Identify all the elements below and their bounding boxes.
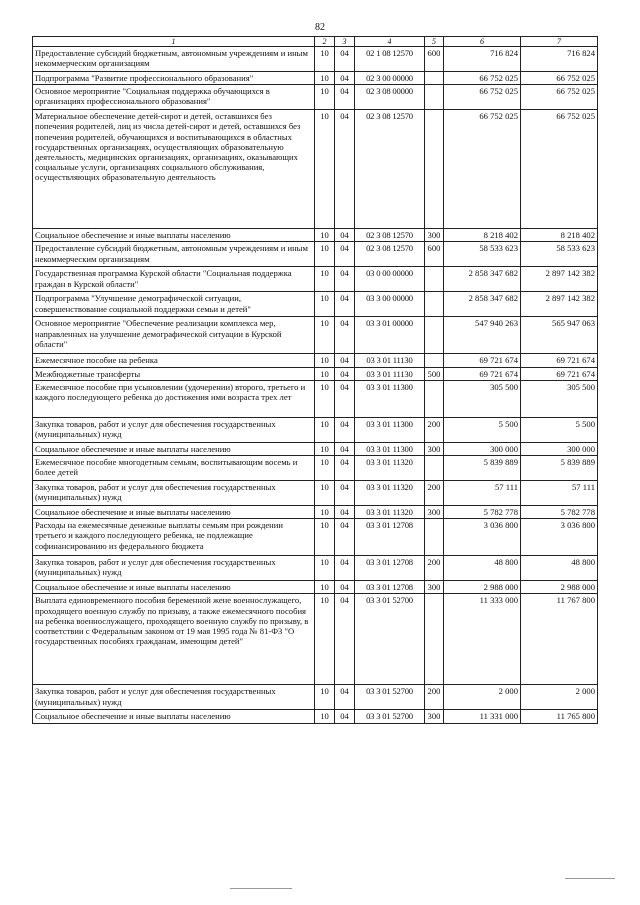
- row-amount-2-cell: 2 988 000: [521, 581, 598, 594]
- row-section-cell: 10: [315, 47, 335, 72]
- row-amount-2-cell: 2 000: [521, 685, 598, 710]
- row-amount-2-cell: 565 947 063: [521, 317, 598, 354]
- table-row: [33, 481, 598, 506]
- row-section-cell: 10: [315, 417, 335, 442]
- row-subsection-cell: 04: [335, 456, 355, 481]
- row-target-article-cell: 03 3 01 11130: [355, 367, 425, 380]
- row-section-cell: 10: [315, 354, 335, 367]
- row-amount-2-cell: 66 752 025: [521, 110, 598, 229]
- row-target-article-cell: 03 3 01 11300: [355, 380, 425, 417]
- row-target-article-cell: 03 3 01 11320: [355, 481, 425, 506]
- table-row: [33, 710, 598, 723]
- table-row: [33, 556, 598, 581]
- table-row: [33, 594, 598, 685]
- row-amount-1-cell: 11 333 000: [444, 594, 521, 685]
- row-target-article-cell: 03 3 01 12708: [355, 519, 425, 556]
- row-target-article-cell: 03 0 00 00000: [355, 267, 425, 292]
- row-amount-1-cell: 48 800: [444, 556, 521, 581]
- row-amount-2-cell: 5 782 778: [521, 506, 598, 519]
- row-subsection-cell: 04: [335, 317, 355, 354]
- row-amount-2-cell: 300 000: [521, 442, 598, 455]
- row-expense-type-cell: 300: [425, 506, 444, 519]
- row-expense-type-cell: [425, 85, 444, 110]
- row-subsection-cell: 04: [335, 367, 355, 380]
- row-target-article-cell: 03 3 01 12708: [355, 556, 425, 581]
- table-row: [33, 519, 598, 556]
- row-section-cell: 10: [315, 506, 335, 519]
- row-amount-2-cell: 2 897 142 382: [521, 292, 598, 317]
- row-section-cell: 10: [315, 594, 335, 685]
- row-amount-1-cell: 5 782 778: [444, 506, 521, 519]
- row-expense-type-cell: [425, 380, 444, 417]
- row-target-article-cell: 02 3 08 00000: [355, 85, 425, 110]
- row-amount-2-cell: 11 767 800: [521, 594, 598, 685]
- row-amount-2-cell: 305 500: [521, 380, 598, 417]
- row-name-cell: Закупка товаров, работ и услуг для обеспечения государственных (муниципальных) нужд: [33, 481, 315, 506]
- row-amount-2-cell: 48 800: [521, 556, 598, 581]
- row-expense-type-cell: [425, 267, 444, 292]
- row-target-article-cell: 03 3 01 11320: [355, 506, 425, 519]
- row-amount-2-cell: 11 765 800: [521, 710, 598, 723]
- row-amount-1-cell: 69 721 674: [444, 354, 521, 367]
- table-row: [33, 292, 598, 317]
- col-header-target-article: 4: [355, 37, 425, 47]
- table-row: [33, 442, 598, 455]
- row-amount-2-cell: 5 500: [521, 417, 598, 442]
- row-subsection-cell: 04: [335, 110, 355, 229]
- row-name-cell: Социальное обеспечение и иные выплаты населению: [33, 506, 315, 519]
- row-expense-type-cell: [425, 317, 444, 354]
- row-subsection-cell: 04: [335, 292, 355, 317]
- row-target-article-cell: 02 1 08 12570: [355, 47, 425, 72]
- row-target-article-cell: 03 3 00 00000: [355, 292, 425, 317]
- row-expense-type-cell: 600: [425, 47, 444, 72]
- row-target-article-cell: 03 3 01 52700: [355, 710, 425, 723]
- col-header-amount-1: 6: [444, 37, 521, 47]
- row-amount-1-cell: 2 000: [444, 685, 521, 710]
- row-expense-type-cell: [425, 354, 444, 367]
- row-amount-1-cell: 5 500: [444, 417, 521, 442]
- row-name-cell: Основное мероприятие "Обеспечение реализации комплекса мер, направленных на улучшение демографической ситуации в Курской области": [33, 317, 315, 354]
- row-section-cell: 10: [315, 110, 335, 229]
- row-target-article-cell: 02 3 08 12570: [355, 229, 425, 242]
- row-target-article-cell: 02 3 08 12570: [355, 110, 425, 229]
- col-header-amount-2: 7: [521, 37, 598, 47]
- row-name-cell: Основное мероприятие "Социальная поддержка обучающихся в организациях профессионального образования": [33, 85, 315, 110]
- col-header-subsection: 3: [335, 37, 355, 47]
- table-row: [33, 581, 598, 594]
- row-expense-type-cell: 500: [425, 367, 444, 380]
- table-row: [33, 242, 598, 267]
- row-subsection-cell: 04: [335, 594, 355, 685]
- col-header-section: 2: [315, 37, 335, 47]
- row-amount-1-cell: 300 000: [444, 442, 521, 455]
- row-target-article-cell: 02 3 00 00000: [355, 72, 425, 85]
- row-amount-1-cell: 5 839 889: [444, 456, 521, 481]
- row-subsection-cell: 04: [335, 506, 355, 519]
- row-amount-2-cell: 58 533 623: [521, 242, 598, 267]
- row-expense-type-cell: [425, 110, 444, 229]
- footer-rule: [565, 878, 615, 879]
- row-amount-2-cell: 5 839 889: [521, 456, 598, 481]
- row-subsection-cell: 04: [335, 442, 355, 455]
- row-name-cell: Социальное обеспечение и иные выплаты населению: [33, 710, 315, 723]
- row-target-article-cell: 03 3 01 52700: [355, 685, 425, 710]
- row-section-cell: 10: [315, 242, 335, 267]
- row-target-article-cell: 02 3 08 12570: [355, 242, 425, 267]
- row-name-cell: Социальное обеспечение и иные выплаты населению: [33, 229, 315, 242]
- row-amount-1-cell: 716 824: [444, 47, 521, 72]
- row-subsection-cell: 04: [335, 556, 355, 581]
- row-name-cell: Межбюджетные трансферты: [33, 367, 315, 380]
- row-expense-type-cell: 200: [425, 481, 444, 506]
- row-subsection-cell: 04: [335, 354, 355, 367]
- row-name-cell: Предоставление субсидий бюджетным, автономным учреждениям и иным некоммерческим организациям: [33, 242, 315, 267]
- col-header-expense-type: 5: [425, 37, 444, 47]
- row-amount-1-cell: 2 858 347 682: [444, 267, 521, 292]
- row-expense-type-cell: 300: [425, 229, 444, 242]
- footer-rule: [230, 888, 292, 889]
- budget-table: [32, 36, 598, 724]
- row-amount-2-cell: 66 752 025: [521, 72, 598, 85]
- row-name-cell: Ежемесячное пособие на ребенка: [33, 354, 315, 367]
- table-row: [33, 367, 598, 380]
- row-target-article-cell: 03 3 01 11320: [355, 456, 425, 481]
- row-expense-type-cell: [425, 292, 444, 317]
- row-amount-2-cell: 69 721 674: [521, 367, 598, 380]
- row-amount-1-cell: 305 500: [444, 380, 521, 417]
- table-row: [33, 110, 598, 229]
- row-target-article-cell: 03 3 01 11300: [355, 417, 425, 442]
- table-row: [33, 229, 598, 242]
- row-amount-1-cell: 2 858 347 682: [444, 292, 521, 317]
- row-expense-type-cell: 300: [425, 581, 444, 594]
- row-name-cell: Расходы на ежемесячные денежные выплаты семьям при рождении третьего и каждого последующего ребенка, не подлежащие софинансированию из федерального бюджета: [33, 519, 315, 556]
- row-amount-2-cell: 69 721 674: [521, 354, 598, 367]
- table-row: [33, 85, 598, 110]
- row-amount-2-cell: 2 897 142 382: [521, 267, 598, 292]
- row-target-article-cell: 03 3 01 00000: [355, 317, 425, 354]
- row-amount-2-cell: 8 218 402: [521, 229, 598, 242]
- row-expense-type-cell: [425, 456, 444, 481]
- table-row: [33, 267, 598, 292]
- page-number: 82: [315, 22, 325, 33]
- row-section-cell: 10: [315, 710, 335, 723]
- row-name-cell: Выплата единовременного пособия беременной жене военнослужащего, проходящего военную службу по призыву, а также ежемесячного пособия на ребенка военнослужащего, проходящего военную службу по призыву, в соответствии с Федеральным законом от 19 мая 1995 года № 81-ФЗ "О государственных пособиях гражданам, имеющим детей": [33, 594, 315, 685]
- row-name-cell: Ежемесячное пособие многодетным семьям, воспитывающим восемь и более детей: [33, 456, 315, 481]
- table-row: [33, 47, 598, 72]
- row-expense-type-cell: 200: [425, 685, 444, 710]
- table-row: [33, 380, 598, 417]
- row-expense-type-cell: [425, 519, 444, 556]
- row-section-cell: 10: [315, 229, 335, 242]
- row-amount-2-cell: 57 111: [521, 481, 598, 506]
- row-expense-type-cell: 300: [425, 442, 444, 455]
- row-amount-1-cell: 69 721 674: [444, 367, 521, 380]
- table-row: [33, 685, 598, 710]
- row-name-cell: Социальное обеспечение и иные выплаты населению: [33, 442, 315, 455]
- row-amount-1-cell: 11 331 000: [444, 710, 521, 723]
- table-row: [33, 354, 598, 367]
- row-section-cell: 10: [315, 380, 335, 417]
- row-name-cell: Материальное обеспечение детей-сирот и детей, оставшихся без попечения родителей, лиц из числа детей-сирот и детей, оставшихся без попечения родителей, обучающихся и воспитывающихся в областных государственных организациях, осуществляющих образовательную деятельность, медицинских организациях, организациях, оказывающих социальные услуги, организациях социального обслуживания, осуществляющих образовательную деятельность: [33, 110, 315, 229]
- row-name-cell: Подпрограмма "Развитие профессионального образования": [33, 72, 315, 85]
- row-amount-1-cell: 66 752 025: [444, 85, 521, 110]
- row-name-cell: Государственная программа Курской области "Социальная поддержка граждан в Курской области": [33, 267, 315, 292]
- row-target-article-cell: 03 3 01 52700: [355, 594, 425, 685]
- row-name-cell: Социальное обеспечение и иные выплаты населению: [33, 581, 315, 594]
- row-name-cell: Закупка товаров, работ и услуг для обеспечения государственных (муниципальных) нужд: [33, 417, 315, 442]
- row-section-cell: 10: [315, 367, 335, 380]
- row-expense-type-cell: 300: [425, 710, 444, 723]
- row-expense-type-cell: [425, 594, 444, 685]
- col-header-name: 1: [33, 37, 315, 47]
- row-expense-type-cell: 600: [425, 242, 444, 267]
- row-name-cell: Закупка товаров, работ и услуг для обеспечения государственных (муниципальных) нужд: [33, 556, 315, 581]
- row-section-cell: 10: [315, 85, 335, 110]
- row-subsection-cell: 04: [335, 685, 355, 710]
- row-subsection-cell: 04: [335, 417, 355, 442]
- row-subsection-cell: 04: [335, 481, 355, 506]
- row-section-cell: 10: [315, 481, 335, 506]
- row-section-cell: 10: [315, 581, 335, 594]
- row-subsection-cell: 04: [335, 85, 355, 110]
- row-amount-2-cell: 66 752 025: [521, 85, 598, 110]
- row-amount-1-cell: 58 533 623: [444, 242, 521, 267]
- row-subsection-cell: 04: [335, 242, 355, 267]
- row-subsection-cell: 04: [335, 267, 355, 292]
- row-section-cell: 10: [315, 685, 335, 710]
- row-expense-type-cell: 200: [425, 417, 444, 442]
- table-row: [33, 417, 598, 442]
- row-target-article-cell: 03 3 01 11300: [355, 442, 425, 455]
- row-amount-2-cell: 3 036 800: [521, 519, 598, 556]
- row-amount-1-cell: 57 111: [444, 481, 521, 506]
- row-expense-type-cell: 200: [425, 556, 444, 581]
- row-expense-type-cell: [425, 72, 444, 85]
- row-subsection-cell: 04: [335, 710, 355, 723]
- row-amount-1-cell: 66 752 025: [444, 110, 521, 229]
- row-name-cell: Предоставление субсидий бюджетным, автономным учреждениям и иным некоммерческим организациям: [33, 47, 315, 72]
- header-row: [33, 37, 598, 47]
- row-subsection-cell: 04: [335, 229, 355, 242]
- row-section-cell: 10: [315, 72, 335, 85]
- row-target-article-cell: 03 3 01 11130: [355, 354, 425, 367]
- table-row: [33, 72, 598, 85]
- row-amount-1-cell: 2 988 000: [444, 581, 521, 594]
- row-section-cell: 10: [315, 317, 335, 354]
- row-section-cell: 10: [315, 442, 335, 455]
- row-amount-1-cell: 8 218 402: [444, 229, 521, 242]
- row-name-cell: Подпрограмма "Улучшение демографической ситуации, совершенствование социальной поддержки семьи и детей": [33, 292, 315, 317]
- row-section-cell: 10: [315, 267, 335, 292]
- table-row: [33, 456, 598, 481]
- row-subsection-cell: 04: [335, 380, 355, 417]
- row-section-cell: 10: [315, 456, 335, 481]
- row-section-cell: 10: [315, 519, 335, 556]
- row-amount-1-cell: 547 940 263: [444, 317, 521, 354]
- row-amount-2-cell: 716 824: [521, 47, 598, 72]
- row-target-article-cell: 03 3 01 12708: [355, 581, 425, 594]
- row-name-cell: Ежемесячное пособие при усыновлении (удочерении) второго, третьего и каждого последующего ребенка до достижения ими возраста трех лет: [33, 380, 315, 417]
- row-amount-1-cell: 3 036 800: [444, 519, 521, 556]
- row-subsection-cell: 04: [335, 47, 355, 72]
- row-subsection-cell: 04: [335, 72, 355, 85]
- row-name-cell: Закупка товаров, работ и услуг для обеспечения государственных (муниципальных) нужд: [33, 685, 315, 710]
- row-subsection-cell: 04: [335, 519, 355, 556]
- table-row: [33, 506, 598, 519]
- row-amount-1-cell: 66 752 025: [444, 72, 521, 85]
- row-section-cell: 10: [315, 292, 335, 317]
- row-subsection-cell: 04: [335, 581, 355, 594]
- row-section-cell: 10: [315, 556, 335, 581]
- table-row: [33, 317, 598, 354]
